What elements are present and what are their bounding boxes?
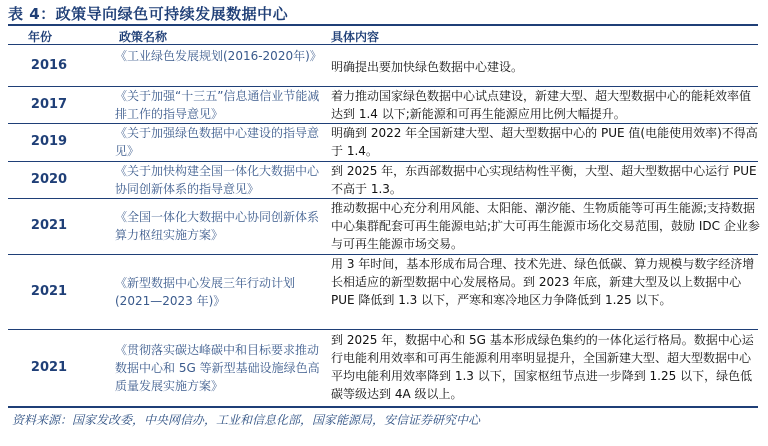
row-content: 用 3 年时间，基本形成布局合理、技术先进、绿色低碳、算力规模与数字经济增长相适应的新型数据中心发展格局。到 2023 年底，新建大型及以上数据中心 PUE 降低到 1.3 以下，严寒和寒冷地区力争降低到 1.25 以下。 <box>331 257 755 307</box>
row-divider <box>8 329 758 330</box>
row-year: 2020 <box>30 172 68 187</box>
header-year: 年份 <box>28 30 53 44</box>
row-year: 2021 <box>30 284 68 299</box>
table-header <box>8 27 758 43</box>
row-year: 2017 <box>30 97 68 112</box>
table-row <box>8 47 758 85</box>
row-content: 明确提出要加快绿色数据中心建设。 <box>331 60 524 74</box>
row-policy: 《关于加强“十三五”信息通信业节能减排工作的指导意见》 <box>115 89 320 121</box>
table-title: 表 4：政策导向绿色可持续发展数据中心 <box>8 5 289 23</box>
row-year: 2021 <box>30 360 68 375</box>
row-policy: 《贯彻落实碳达峰碳中和目标要求推动数据中心和 5G 等新型基础设施绿色高质量发展实施方案》 <box>115 343 320 393</box>
table-row <box>8 255 758 329</box>
row-content: 着力推动国家绿色数据中心试点建设，新建大型、超大型数据中心的能耗效率值达到 1.4 以下;新能源和可再生能源应用比例大幅提升。 <box>331 89 752 121</box>
header-content: 具体内容 <box>331 30 380 44</box>
table-row <box>8 124 758 162</box>
row-content: 推动数据中心充分利用风能、太阳能、潮汐能、生物质能等可再生能源;支持数据中心集群配套可再生能源电站;扩大可再生能源市场化交易范围，鼓励 IDC 企业参与可再生能源市场交易。 <box>331 201 760 251</box>
row-policy: 《关于加强绿色数据中心建设的指导意见》 <box>115 126 320 158</box>
row-year: 2016 <box>30 58 68 73</box>
table-row <box>8 162 758 200</box>
row-content: 到 2025 年，东西部数据中心实现结构性平衡，大型、超大型数据中心运行 PUE 不高于 1.3。 <box>331 164 757 196</box>
row-year: 2019 <box>30 134 68 149</box>
row-policy: 《工业绿色发展规划(2016-2020年)》 <box>115 49 322 63</box>
row-policy: 《关于加快构建全国一体化大数据中心协同创新体系的指导意见》 <box>115 164 320 196</box>
row-year: 2021 <box>30 218 68 233</box>
header-policy: 政策名称 <box>119 30 168 44</box>
table-row <box>8 331 758 405</box>
top-rule <box>8 24 758 26</box>
source-note: 资料来源：国家发改委，中央网信办，工业和信息化部，国家能源局，安信证券研究中心 <box>12 413 481 427</box>
table-row <box>8 199 758 255</box>
table-row <box>8 87 758 125</box>
row-content: 到 2025 年，数据中心和 5G 基本形成绿色集约的一体化运行格局。数据中心运行电能利用效率和可再生能源利用率明显提升，全国新建大型、超大型数据中心平均电能利用效率降到 1.3 以下，国家枢纽节点进一步降到 1.25 以下，绿色低碳等级达到 4A 级以上。 <box>331 333 754 401</box>
header-rule <box>8 44 758 45</box>
bottom-rule <box>8 406 758 408</box>
row-policy: 《新型数据中心发展三年行动计划(2021—2023 年)》 <box>115 276 296 308</box>
row-content: 明确到 2022 年全国新建大型、超大型数据中心的 PUE 值(电能使用效率)不得高于 1.4。 <box>331 126 758 158</box>
row-policy: 《全国一体化大数据中心协同创新体系算力枢纽实施方案》 <box>115 210 320 242</box>
